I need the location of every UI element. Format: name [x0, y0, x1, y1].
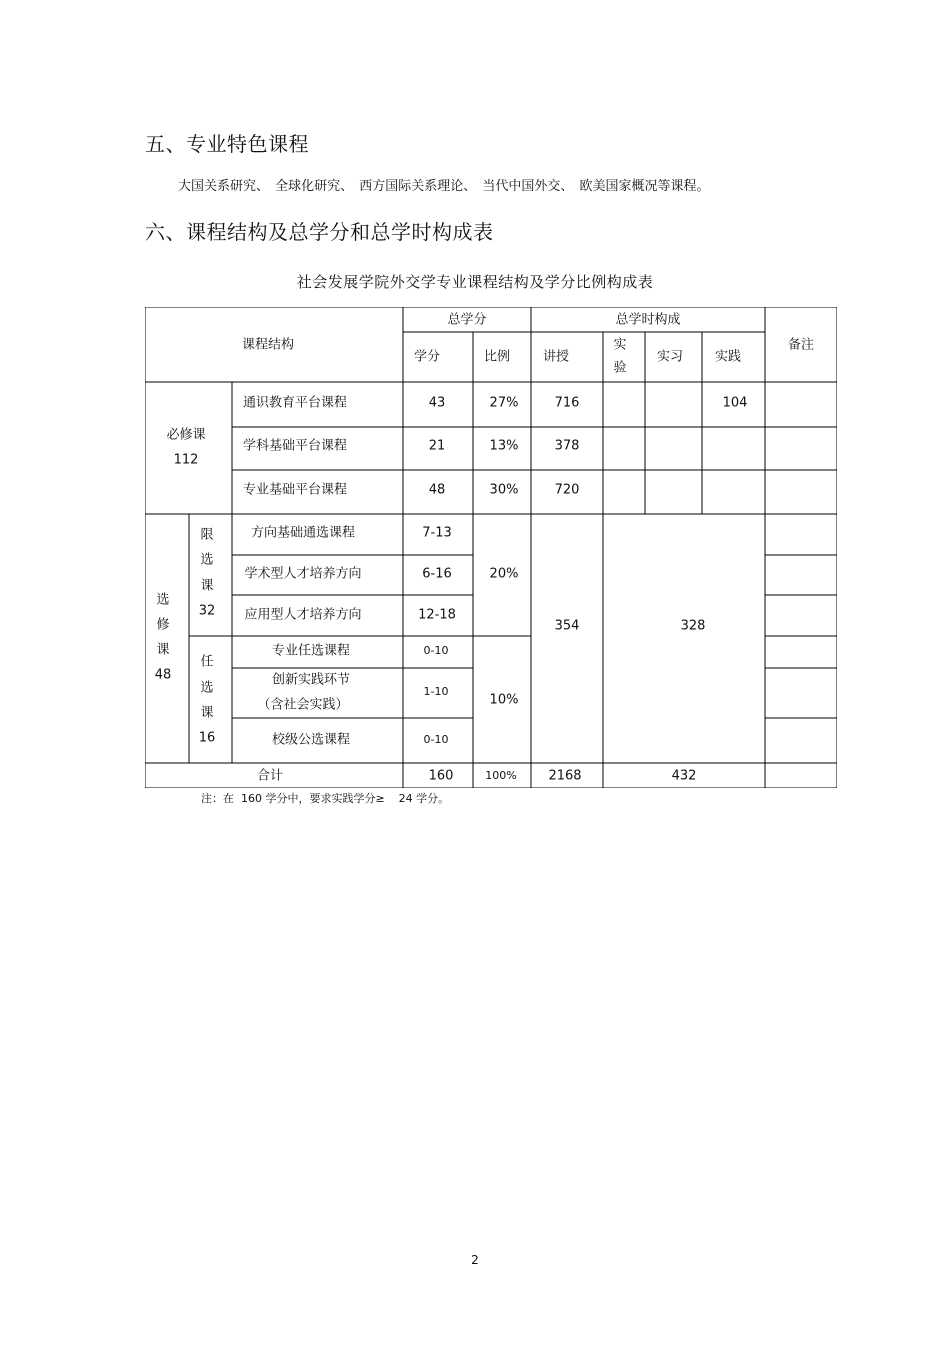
table-grid-lines: [145, 307, 837, 788]
row-applied-name: 应用型人才培养方向: [244, 607, 362, 623]
row-university-credits: 0-10: [423, 733, 449, 746]
section-6-heading: 六、课程结构及总学分和总学时构成表: [145, 220, 494, 244]
row-general-name: 通识教育平台课程: [242, 395, 348, 411]
row-academic-credits: 6-16: [422, 566, 452, 582]
header-credits: 学分: [413, 349, 441, 365]
total-label: 合计: [256, 768, 284, 784]
row-innovation-name-2: （含社会实践）: [257, 697, 349, 713]
section-5-text: 大国关系研究、 全球化研究、 西方国际关系理论、 当代中国外交、 欧美国家概况等课程。: [178, 179, 710, 194]
total-practice: 432: [671, 768, 697, 784]
elective-label-char-1: 选: [156, 592, 170, 608]
page-number: 2: [471, 1253, 479, 1267]
optional-label-char-1: 任: [200, 654, 214, 670]
row-innovation-credits: 1-10: [423, 685, 449, 698]
row-direction-name: 方向基础通选课程: [250, 525, 356, 541]
header-lecture: 讲授: [542, 349, 570, 365]
row-innovation-name: 创新实践环节: [271, 672, 351, 688]
row-major-lecture: 720: [554, 482, 580, 498]
row-major-optional-credits: 0-10: [423, 644, 449, 657]
compulsory-label: 必修课: [166, 427, 206, 443]
header-ratio: 比例: [483, 349, 511, 365]
limited-ratio: 20%: [489, 566, 519, 582]
optional-ratio: 10%: [489, 692, 519, 708]
row-applied-credits: 12-18: [418, 607, 456, 623]
header-total-hours: 总学时构成: [615, 312, 681, 328]
row-major-optional-name: 专业任选课程: [271, 643, 351, 659]
section-5-heading: 五、专业特色课程: [145, 132, 309, 156]
optional-label-char-3: 课: [200, 705, 214, 721]
limited-label-char-3: 课: [200, 578, 214, 594]
elective-credits: 48: [154, 667, 172, 683]
limited-credits: 32: [198, 603, 216, 619]
compulsory-credits: 112: [173, 452, 199, 468]
elective-lecture: 354: [554, 618, 580, 634]
row-major-credits: 48: [428, 482, 446, 498]
limited-label-char-1: 限: [200, 527, 214, 543]
row-discipline-name: 学科基础平台课程: [242, 438, 348, 454]
row-major-name: 专业基础平台课程: [242, 482, 348, 498]
header-experiment-char-2: 验: [613, 360, 627, 376]
elective-label-char-3: 课: [156, 642, 170, 658]
total-lecture: 2168: [548, 768, 582, 784]
row-general-ratio: 27%: [489, 395, 519, 411]
row-general-lecture: 716: [554, 395, 580, 411]
header-remarks: 备注: [787, 337, 815, 353]
row-academic-name: 学术型人才培养方向: [244, 566, 362, 582]
row-discipline-credits: 21: [428, 438, 446, 454]
course-structure-table: [145, 307, 837, 788]
header-total-credits: 总学分: [447, 312, 487, 328]
header-experiment-char-1: 实: [613, 337, 627, 353]
row-general-credits: 43: [428, 395, 446, 411]
row-discipline-lecture: 378: [554, 438, 580, 454]
optional-credits: 16: [198, 730, 216, 746]
optional-label-char-2: 选: [200, 680, 214, 696]
total-ratio: 100%: [485, 769, 517, 782]
limited-label-char-2: 选: [200, 552, 214, 568]
row-general-practice: 104: [722, 395, 748, 411]
elective-label-char-2: 修: [156, 617, 170, 633]
row-discipline-ratio: 13%: [489, 438, 519, 454]
row-university-name: 校级公选课程: [271, 732, 351, 748]
header-internship: 实习: [656, 349, 684, 365]
header-structure: 课程结构: [241, 337, 295, 353]
header-practice: 实践: [714, 349, 742, 365]
row-major-ratio: 30%: [489, 482, 519, 498]
row-direction-credits: 7-13: [422, 525, 452, 541]
total-credits: 160: [428, 768, 454, 784]
elective-practice-hours: 328: [680, 618, 706, 634]
table-caption: 社会发展学院外交学专业课程结构及学分比例构成表: [296, 273, 654, 291]
table-note: 注：在 160 学分中，要求实践学分≥ 24 学分。: [201, 792, 450, 805]
